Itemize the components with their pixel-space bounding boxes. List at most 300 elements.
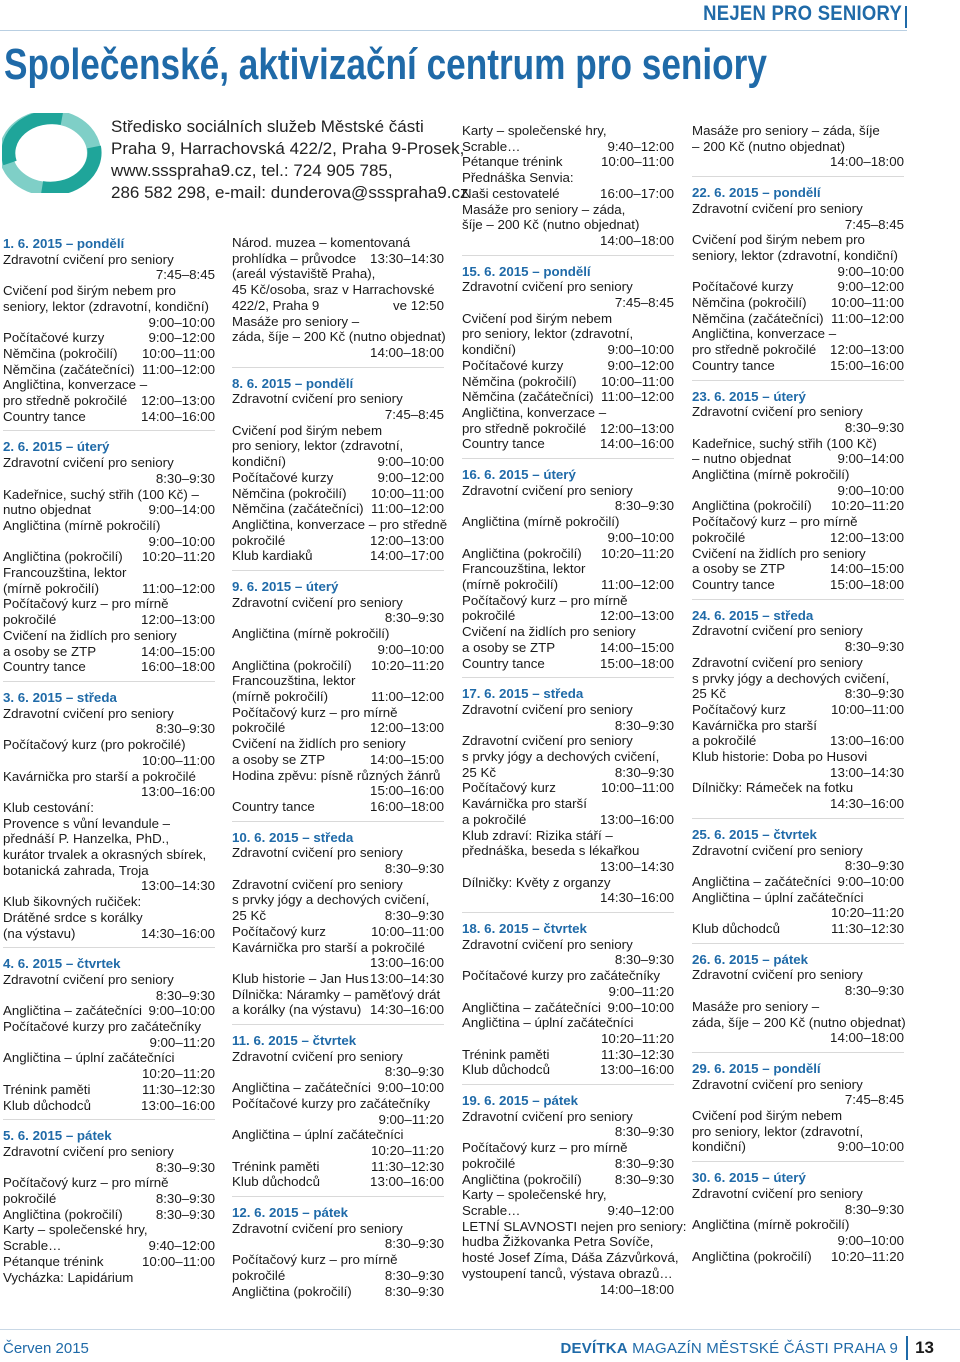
event-text: Zdravotní cvičení pro seniory — [232, 1048, 403, 1064]
event-name: 422/2, Praha 9 — [232, 297, 320, 313]
event-name: Němčina (začátečníci) — [692, 310, 824, 326]
event-time: 8:30–9:30 — [384, 1283, 444, 1299]
event-name: Klub kardiaků — [232, 548, 313, 564]
event-line — [3, 1238, 215, 1254]
event-time: 16:00–18:00 — [141, 659, 215, 675]
event-line — [692, 921, 904, 937]
event-name: Naši cestovatelé — [462, 185, 560, 201]
event-name: Angličtina – začátečníci — [462, 999, 601, 1015]
schedule-column-2 — [232, 235, 448, 1299]
event-name: pokročilé — [232, 720, 286, 736]
event-time: 14:00–16:00 — [600, 436, 674, 452]
event-name: Angličtina (pokročilí) — [462, 545, 582, 561]
event-line — [462, 608, 674, 624]
event-line — [232, 908, 444, 924]
event-text: Zdravotní cvičení pro seniory — [462, 279, 633, 295]
event-text: Zdravotní cvičení pro seniory — [692, 842, 863, 858]
schedule-column-3 — [462, 123, 687, 1297]
event-name: Angličtina (pokročilí) — [692, 498, 812, 514]
event-line — [3, 362, 215, 378]
event-name: 25 Kč — [462, 764, 497, 780]
event-name: a osoby se ZTP — [3, 643, 97, 659]
event-time: 11:00–12:00 — [371, 501, 444, 517]
event-time: 10:00–11:00 — [601, 154, 674, 170]
day-separator — [232, 570, 444, 578]
event-name: pokročilé — [692, 529, 746, 545]
event-name: Němčina (pokročilí) — [232, 485, 347, 501]
event-name: Počítačový kurz — [692, 701, 786, 717]
event-line — [232, 971, 444, 987]
event-time: 11:00–12:00 — [371, 688, 444, 704]
event-name: Němčina (začátečníci) — [232, 501, 364, 517]
event-line — [232, 924, 444, 940]
event-time: 14:30–16:00 — [830, 796, 904, 812]
event-time: 8:30–9:30 — [614, 764, 674, 780]
day-heading: 30. 6. 2015 – úterý — [692, 1170, 806, 1186]
event-line — [232, 501, 444, 517]
event-text: Klub šikovných ručiček: — [3, 894, 142, 910]
event-name: Němčina (začátečníci) — [462, 389, 594, 405]
event-name: pokročilé — [232, 532, 286, 548]
event-time: 8:30–9:30 — [614, 498, 674, 514]
event-text: Zdravotní cvičení pro seniory — [692, 654, 863, 670]
event-text: Angličtina, konverzace – — [692, 326, 837, 342]
event-text: záda, šíje – 200 Kč (nutno objednat) — [692, 1014, 906, 1030]
day-separator — [692, 380, 904, 388]
event-time: 10:20–11:20 — [142, 1066, 215, 1082]
event-text: Zdravotní cvičení pro seniory — [3, 1143, 174, 1159]
event-time: 14:00–18:00 — [830, 1030, 904, 1046]
day-separator — [3, 947, 215, 955]
event-name: Trénink paměti — [232, 1158, 320, 1174]
day-separator — [692, 599, 904, 607]
day-separator — [692, 943, 904, 951]
event-line — [462, 436, 674, 452]
event-name: Angličtina – začátečníci — [3, 1003, 142, 1019]
event-time: 10:00–11:00 — [142, 345, 215, 361]
day-heading: 15. 6. 2015 – pondělí — [462, 263, 591, 279]
event-time: 8:30–9:30 — [614, 952, 674, 968]
event-text: Klub historie: Doba po Husovi — [692, 749, 868, 765]
schedule-column-4 — [692, 123, 904, 1264]
day-separator — [232, 1024, 444, 1032]
event-line — [462, 1000, 674, 1016]
event-name: Klub důchodců — [3, 1097, 91, 1113]
event-name: 25 Kč — [232, 908, 267, 924]
event-name: Country tance — [3, 408, 86, 424]
event-line — [692, 561, 904, 577]
event-line — [462, 656, 674, 672]
event-line — [692, 311, 904, 327]
event-time: 14:00–15:00 — [600, 639, 674, 655]
event-time: 10:00–11:00 — [831, 295, 904, 311]
event-name: Country tance — [462, 436, 545, 452]
event-text: pro seniory, lektor (zdravotní, — [462, 326, 634, 342]
event-line — [462, 154, 674, 170]
event-time: 9:00–10:00 — [837, 1233, 904, 1248]
event-name: Angličtina – začátečníci — [692, 873, 831, 889]
event-time: 11:00–12:00 — [831, 310, 904, 326]
event-time: 13:00–16:00 — [600, 1062, 674, 1078]
day-heading: 3. 6. 2015 – středa — [3, 689, 117, 705]
event-name: Country tance — [692, 357, 775, 373]
event-text: Počítačový kurz – pro mírně — [232, 704, 398, 720]
event-name: pokročilé — [3, 612, 57, 628]
event-text: Angličtina, konverzace – — [3, 377, 148, 393]
event-name: (na výstavu) — [3, 925, 76, 941]
event-text: záda, šíje – 200 Kč (nutno objednat) — [232, 329, 446, 345]
day-separator — [692, 1161, 904, 1169]
event-text: Zdravotní cvičení pro seniory — [692, 967, 863, 983]
event-time: 7:45–8:45 — [614, 295, 674, 311]
event-text: Klub cestování: — [3, 799, 94, 815]
day-heading: 4. 6. 2015 – čtvrtek — [3, 956, 121, 972]
event-text: Cvičení pod širým nebem pro — [3, 283, 176, 299]
event-text: seniory, lektor (zdravotní, kondiční) — [692, 247, 898, 263]
event-name: Trénink paměti — [3, 1081, 91, 1097]
day-heading: 29. 6. 2015 – pondělí — [692, 1060, 821, 1076]
event-time: 12:00–13:00 — [600, 420, 674, 436]
event-time: 10:20–11:20 — [831, 498, 904, 514]
event-text: Dílničky: Rámeček na fotku — [692, 780, 854, 796]
event-text: Počítačový kurz – pro mírně — [462, 592, 628, 608]
event-text: Kavárnička pro starší a pokročilé — [232, 939, 425, 955]
footer-magazine — [561, 1340, 898, 1357]
event-time: 13:00–14:30 — [370, 970, 444, 986]
day-heading: 9. 6. 2015 – úterý — [232, 579, 339, 595]
event-time: 12:00–13:00 — [370, 720, 444, 736]
event-text: hosté Josef Zíma, Dáša Zázvůrková, — [462, 1250, 679, 1266]
event-text: Zdravotní cvičení pro seniory — [3, 705, 174, 721]
event-line — [462, 812, 674, 828]
day-separator — [232, 367, 444, 375]
event-text: Počítačový kurz – pro mírně — [3, 1175, 169, 1191]
event-time: ve 12:50 — [392, 297, 444, 313]
event-name: Angličtina (pokročilí) — [692, 1248, 812, 1264]
event-name: prohlídka – průvodce — [232, 250, 357, 266]
event-time: 9:00–10:00 — [837, 1139, 904, 1155]
event-name: (mírně pokročilí) — [3, 580, 100, 596]
event-time: 8:30–9:30 — [614, 1124, 674, 1140]
event-time: 9:00–10:00 — [148, 1003, 215, 1019]
event-line — [3, 1191, 215, 1207]
event-text: botanická zahrada, Troja — [3, 862, 149, 878]
event-name: Počítačové kurzy — [692, 279, 794, 295]
event-time: 16:00–17:00 — [600, 185, 674, 201]
day-separator — [462, 677, 674, 685]
event-name: pro středně pokročilé — [692, 342, 817, 358]
event-time: 14:30–16:00 — [141, 925, 215, 941]
event-text: Národ. muzea – komentovaná — [232, 235, 411, 250]
event-name: pokročilé — [462, 608, 516, 624]
day-separator — [3, 430, 215, 438]
page-title: Společenské, aktivizační centrum pro seniory — [4, 40, 767, 89]
event-text: s prvky jógy a dechových cvičení, — [692, 670, 890, 686]
event-name: pokročilé — [3, 1191, 57, 1207]
event-time: 8:30–9:30 — [614, 1155, 674, 1171]
event-line — [692, 451, 904, 467]
event-line — [462, 1047, 674, 1063]
event-line — [232, 689, 444, 705]
event-line — [692, 874, 904, 890]
event-line — [232, 1159, 444, 1175]
event-text: Zdravotní cvičení pro seniory — [232, 391, 403, 407]
event-line — [232, 799, 444, 815]
event-text: Zdravotní cvičení pro seniory — [462, 1108, 633, 1124]
event-time: 9:00–12:00 — [377, 469, 444, 485]
day-heading: 17. 6. 2015 – středa — [462, 686, 584, 702]
event-time: 16:00–18:00 — [370, 798, 444, 814]
event-name: kondiční) — [692, 1139, 746, 1155]
event-text: Kavárnička pro starší — [462, 796, 587, 812]
event-text: s prvky jógy a dechových cvičení, — [462, 749, 660, 765]
event-time: 14:00–18:00 — [830, 154, 904, 170]
event-text: Zdravotní cvičení pro seniory — [3, 251, 174, 267]
event-line — [3, 549, 215, 565]
event-text: Angličtina – úplní začátečníci — [3, 1050, 175, 1066]
event-time: 9:00–10:00 — [837, 873, 904, 889]
event-text: Klub zdraví: Rizika stáří – — [462, 827, 613, 843]
event-text: seniory, lektor (zdravotní, kondiční) — [3, 298, 209, 314]
day-heading: 8. 6. 2015 – pondělí — [232, 375, 354, 391]
event-time: 12:00–13:00 — [141, 612, 215, 628]
day-heading: 26. 6. 2015 – pátek — [692, 951, 809, 967]
event-text: Hodina zpěvu: písně různých žánrů — [232, 767, 441, 783]
event-line — [462, 186, 674, 202]
event-text: Francouzština, lektor — [3, 565, 127, 581]
event-text: Počítačové kurzy pro začátečníky — [232, 1095, 431, 1111]
event-time: 8:30–9:30 — [155, 470, 215, 486]
event-text: pro seniory, lektor (zdravotní, — [692, 1123, 864, 1139]
event-time: 8:30–9:30 — [844, 983, 904, 999]
day-heading: 24. 6. 2015 – středa — [692, 607, 814, 623]
day-heading: 5. 6. 2015 – pátek — [3, 1128, 112, 1144]
event-time: 9:00–11:20 — [378, 1111, 444, 1127]
event-text: Angličtina – úplní začátečníci — [462, 1015, 634, 1031]
event-name: kondiční) — [462, 342, 516, 358]
event-line — [3, 502, 215, 518]
event-time: 13:00–16:00 — [830, 733, 904, 749]
event-text: 45 Kč/osoba, sraz v Harrachovské — [232, 282, 435, 298]
event-text: Masáže pro seniory – záda, — [462, 201, 626, 217]
event-line — [692, 295, 904, 311]
footer-magazine-name: MAGAZÍN MĚSTSKÉ ČÁSTI PRAHA 9 — [632, 1340, 898, 1357]
event-text: Zdravotní cvičení pro seniory — [232, 1220, 403, 1236]
event-line — [462, 421, 674, 437]
event-time: 13:00–16:00 — [141, 784, 215, 800]
day-separator — [462, 458, 674, 466]
organization-info — [111, 116, 469, 204]
event-name: Pétanque trénink — [462, 154, 563, 170]
event-line — [3, 926, 215, 942]
event-line — [692, 530, 904, 546]
event-name: Country tance — [3, 659, 86, 675]
event-text: Kadeřnice, suchý střih (100 Kč) – — [3, 486, 199, 502]
event-time: 13:00–16:00 — [600, 811, 674, 827]
event-time: 13:00–16:00 — [370, 1174, 444, 1190]
event-name: Country tance — [232, 798, 315, 814]
event-name: Němčina (pokročilí) — [3, 345, 118, 361]
event-text: Zdravotní cvičení pro seniory — [462, 733, 633, 749]
event-line — [462, 139, 674, 155]
event-line — [692, 733, 904, 749]
event-time: 7:45–8:45 — [384, 407, 444, 423]
event-line — [462, 374, 674, 390]
day-separator — [462, 1084, 674, 1092]
event-time: 10:00–11:00 — [601, 780, 674, 796]
event-text: Cvičení na židlích pro seniory — [3, 627, 177, 643]
event-text: přednáška, beseda s lékařkou — [462, 843, 640, 859]
day-heading: 12. 6. 2015 – pátek — [232, 1205, 349, 1221]
event-name: pro středně pokročilé — [462, 420, 587, 436]
event-time: 9:00–10:00 — [607, 529, 674, 545]
event-text: Angličtina (mírně pokročilí) — [232, 626, 390, 642]
event-time: 9:00–10:00 — [607, 342, 674, 358]
event-line — [692, 358, 904, 374]
footer-date: Červen 2015 — [3, 1340, 89, 1357]
event-line — [462, 1172, 674, 1188]
event-time: 10:00–11:00 — [142, 1253, 215, 1269]
event-name: 25 Kč — [692, 686, 727, 702]
event-line — [462, 780, 674, 796]
event-line — [462, 640, 674, 656]
day-heading: 18. 6. 2015 – čtvrtek — [462, 921, 587, 937]
event-line — [232, 1284, 444, 1300]
event-text: Cvičení pod širým nebem pro — [692, 232, 865, 248]
footer-brand: DEVÍTKA — [560, 1340, 628, 1357]
org-line: Praha 9, Harrachovská 422/2, Praha 9-Prosek, — [111, 139, 465, 158]
event-line — [692, 702, 904, 718]
event-name: Počítačové kurzy — [232, 469, 334, 485]
event-time: 14:00–18:00 — [600, 1281, 674, 1297]
event-name: Angličtina – začátečníci — [232, 1080, 371, 1096]
event-time: 8:30–9:30 — [614, 1171, 674, 1187]
event-time: 9:00–10:00 — [377, 641, 444, 657]
event-line — [692, 577, 904, 593]
event-name: Klub důchodců — [462, 1062, 550, 1078]
event-text: Zdravotní cvičení pro seniory — [232, 876, 403, 892]
event-text: Angličtina (mírně pokročilí) — [3, 517, 161, 533]
event-time: 13:00–14:30 — [830, 764, 904, 780]
event-line — [3, 330, 215, 346]
schedule-column-1 — [3, 235, 215, 1285]
page-number: 13 — [915, 1338, 934, 1357]
event-text: Angličtina (mírně pokročilí) — [692, 467, 850, 483]
event-text: Cvičení pod širým nebem — [462, 310, 613, 326]
event-line — [232, 1268, 444, 1284]
event-name: Angličtina (pokročilí) — [232, 1283, 352, 1299]
event-name: Scrable… — [3, 1238, 62, 1254]
event-text: Zdravotní cvičení pro seniory — [692, 404, 863, 420]
event-time: 11:00–12:00 — [142, 361, 215, 377]
event-line — [462, 1062, 674, 1078]
event-line — [462, 1203, 674, 1219]
event-time: 15:00–18:00 — [830, 576, 904, 592]
event-text: Počítačový kurz – pro mírně — [462, 1140, 628, 1156]
event-line — [3, 1003, 215, 1019]
event-line — [232, 720, 444, 736]
event-name: Scrable… — [462, 138, 521, 154]
event-time: 11:30–12:30 — [601, 1046, 674, 1062]
event-text: Zdravotní cvičení pro seniory — [232, 594, 403, 610]
event-line — [232, 548, 444, 564]
event-time: 15:00–16:00 — [830, 357, 904, 373]
event-time: 9:00–11:20 — [149, 1034, 215, 1050]
event-name: Angličtina (pokročilí) — [462, 1171, 582, 1187]
event-name: a osoby se ZTP — [462, 639, 556, 655]
event-time: 13:00–16:00 — [141, 1097, 215, 1113]
event-time: 13:00–14:30 — [141, 878, 215, 894]
day-separator — [232, 821, 444, 829]
event-text: Karty – společenské hry, — [462, 123, 607, 138]
event-time: 8:30–9:30 — [844, 419, 904, 435]
day-separator — [3, 681, 215, 689]
event-text: Karty – společenské hry, — [462, 1187, 607, 1203]
event-name: Angličtina (pokročilí) — [232, 657, 352, 673]
day-separator — [692, 176, 904, 184]
event-time: 14:30–16:00 — [370, 1002, 444, 1018]
event-text: Francouzština, lektor — [232, 673, 356, 689]
event-time: 11:00–12:00 — [601, 576, 674, 592]
event-text: Angličtina, konverzace – pro středně — [232, 516, 448, 532]
event-time: 15:00–16:00 — [370, 783, 444, 799]
event-name: (mírně pokročilí) — [232, 688, 329, 704]
event-text: Angličtina (mírně pokročilí) — [692, 1217, 850, 1233]
event-line — [232, 658, 444, 674]
event-time: 9:00–11:20 — [608, 983, 674, 999]
event-text: – 200 Kč (nutno objednat) — [692, 138, 846, 154]
event-time: 13:30–14:30 — [370, 250, 444, 266]
event-name: Pétanque trénink — [3, 1253, 104, 1269]
event-line — [692, 279, 904, 295]
event-name: Angličtina (pokročilí) — [3, 1206, 123, 1222]
footer-bar — [906, 1336, 908, 1360]
event-name: nutno objednat — [3, 502, 91, 518]
event-text: Zdravotní cvičení pro seniory — [692, 200, 863, 216]
event-line — [462, 342, 674, 358]
event-line — [3, 612, 215, 628]
event-time: 12:00–13:00 — [830, 529, 904, 545]
event-time: 11:30–12:30 — [142, 1081, 215, 1097]
event-text: Cvičení na židlích pro seniory — [462, 624, 636, 640]
event-time: 9:00–14:00 — [837, 451, 904, 467]
event-line — [232, 1174, 444, 1190]
event-time: 9:40–12:00 — [607, 138, 674, 154]
event-name: Klub důchodců — [692, 921, 780, 937]
event-line — [232, 454, 444, 470]
day-separator — [692, 818, 904, 826]
event-time: 8:30–9:30 — [155, 721, 215, 737]
event-time: 10:20–11:20 — [371, 1142, 444, 1158]
event-text: Zdravotní cvičení pro seniory — [462, 482, 633, 498]
day-separator — [462, 255, 674, 263]
event-time: 12:00–13:00 — [830, 342, 904, 358]
event-line — [692, 498, 904, 514]
event-name: pokročilé — [462, 1155, 516, 1171]
event-time: 11:30–12:30 — [831, 921, 904, 937]
event-line — [3, 346, 215, 362]
event-time: 7:45–8:45 — [844, 216, 904, 232]
event-name: a pokročilé — [462, 811, 527, 827]
event-text: Dílničky: Květy z organzy — [462, 874, 611, 890]
event-name: Němčina (pokročilí) — [692, 295, 807, 311]
event-line — [3, 659, 215, 675]
event-text: Kavárnička pro starší — [692, 717, 817, 733]
event-time: 9:40–12:00 — [607, 1203, 674, 1218]
event-line — [462, 577, 674, 593]
event-name: pro středně pokročilé — [3, 393, 128, 409]
event-time: 9:00–12:00 — [837, 279, 904, 295]
